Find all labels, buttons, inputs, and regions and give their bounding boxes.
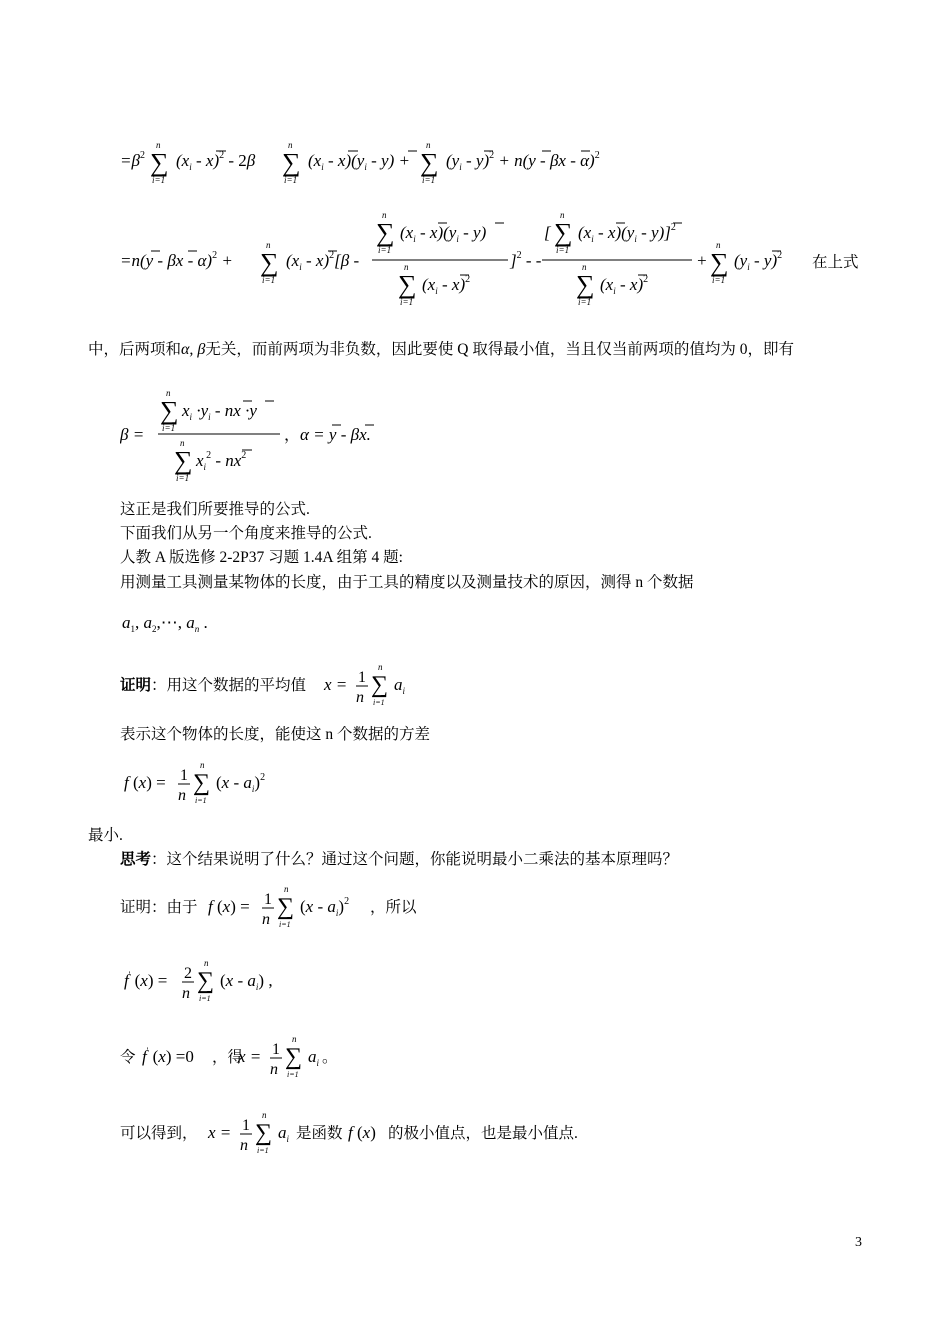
svg-text:ai: $a_i$ [394,675,406,696]
de-label: ，得 [212,1049,244,1066]
svg-text:ai: $a_i$ [308,1047,320,1068]
svg-text:∑: ∑ [420,148,439,177]
svg-text:(x - ai)2: $(x - a_i)^2$ [300,896,350,918]
svg-text:xi ·yi - nx ·y: $x_i \cdot y_i$ - nx ·y [182,401,257,422]
mean-formula-svg [322,660,422,712]
svg-text:i=1: i=1 [422,175,436,185]
svg-text:1: 1 [358,669,366,686]
svg-text:∑: ∑ [260,248,279,277]
let-label: 令 [120,1049,136,1066]
svg-text:n: n [200,760,205,770]
svg-text:+: + [696,251,708,270]
svg-text:f (x) =: f (x) = [208,897,250,916]
mean-formula [322,660,422,717]
svg-text:，: ， [284,427,301,444]
can-get-label: 可以得到， [120,1125,198,1142]
paragraph-unrelated [88,340,794,360]
svg-text:[: [ [544,223,551,242]
svg-text:(yi - y)2 + n(y - βx - α)2: $(y_i - y)^2 + n(y - \beta x - \alpha)^2$ [446,150,600,172]
let-mean-formula [236,1032,336,1089]
alpha-beta-symbol: α, β [181,341,206,358]
svg-text:n: n [560,210,565,220]
svg-text:(yi - y)2: $(y_i - y)^2$ [734,250,783,272]
derivative-formula [120,956,320,1013]
variance-formula-svg [120,758,300,810]
text-represent: 表示这个物体的长度，能使这 n 个数据的方差 [120,726,431,743]
svg-text:i=1: i=1 [279,920,291,929]
svg-text:i=1: i=1 [162,423,176,433]
svg-text:1: 1 [264,891,272,908]
svg-text:n: n [382,210,387,220]
derivative-formula-svg [120,956,320,1008]
text-exercise-ref: 人教 A 版选修 2-2P37 习题 1.4A 组第 4 题: [120,549,403,566]
svg-text:n: n [204,958,209,968]
svg-text:n: n [716,240,721,250]
svg-text:∑: ∑ [193,770,211,796]
svg-text:n: n [266,240,271,250]
min-point-label: 的极小值点，也是最小值点. [388,1125,578,1142]
equation-1-svg [120,138,680,188]
svg-text:=n(y - βx - α)2 +: =n(y - βx - α)$^2$ + [120,250,233,270]
svg-text:∑: ∑ [277,894,295,920]
svg-text:x =: x = [324,675,348,694]
svg-text:∑: ∑ [576,270,595,299]
svg-text:]2 - -: ]$^2$ - - [510,250,542,270]
svg-text:(xi - x)2: $(x_i - x)^2$ [600,274,649,296]
svg-text:n: n [262,1110,267,1120]
text-unrelated: 无关，而前两项为非负数，因此要使 Q 取得最小值，当且仅当前两项的值均为 0，即有 [205,341,794,358]
svg-text:∑: ∑ [150,148,169,177]
svg-text:∑: ∑ [197,968,215,994]
variance-formula [120,758,300,815]
page-number: 3 [855,1235,862,1250]
svg-text:i=1: i=1 [257,1146,269,1155]
proof-text: ：用这个数据的平均值 [151,677,307,694]
text-formula-note-1: 这正是我们所要推导的公式. [120,501,310,518]
svg-text:∑: ∑ [282,148,301,177]
equation-line-2 [120,208,810,318]
svg-text:i=1: i=1 [199,994,211,1003]
svg-text:ai: $a_i$ [278,1123,290,1144]
svg-text:f' (x) =: f' (x) = [124,970,168,990]
svg-text:(xi - x)(yi - y)]2: $(x_i - x)(y_i - y)]^2$ [578,222,676,244]
svg-text:(x - ai)2: $(x - a_i)^2$ [216,772,266,794]
svg-text:n: n [240,1137,248,1154]
proof-label: 证明 [120,677,152,694]
svg-text:n: n [356,689,364,706]
svg-text:β =: β = [120,425,145,444]
svg-text:1: 1 [242,1117,250,1134]
proof2-formula [204,882,379,939]
svg-text:f (x) =: f (x) = [124,773,166,792]
svg-text:α = y - βx.: α = y - βx. [300,425,371,444]
svg-text:n: n [292,1034,297,1044]
svg-text:(xi - x)(yi - y): $(x_i - x)(y_i - y)$ [400,223,487,244]
svg-text:(xi - x)2 - 2β: $(x_i - x)^2 - 2\beta$ [176,150,256,172]
proof2-formula-svg [204,882,379,934]
svg-text:n: n [156,140,161,150]
svg-text:i=1: i=1 [152,175,166,185]
think-text: ：这个结果说明了什么？通过这个问题，你能说明最小二乘法的基本原理吗？ [151,851,679,868]
svg-text:i=1: i=1 [400,297,414,307]
svg-text:n: n [262,911,270,928]
paragraph-proof [120,676,306,696]
beta-formula [120,386,420,490]
let-mean-formula-svg [236,1032,336,1084]
svg-text:n: n [404,262,409,272]
svg-text:n: n [182,985,190,1002]
svg-text:i=1: i=1 [195,796,207,805]
svg-text:(xi - x)(yi - y) +: $(x_i - x)(y_i - y)$ + [308,151,410,172]
svg-text:2: 2 [184,965,192,982]
svg-text:∑: ∑ [160,396,179,425]
data-sequence-svg [120,608,240,638]
text-formula-note-2: 下面我们从另一个角度来推导的公式. [120,525,372,542]
svg-text:∑: ∑ [174,446,193,475]
svg-text:i=1: i=1 [262,275,276,285]
text-zhong: 中，后两项和 [88,341,182,358]
think-label: 思考 [120,851,152,868]
svg-text:(x - ai) ,: $(x - a_i)$ , [220,971,273,992]
text-problem: 用测量工具测量某物体的长度，由于工具的精度以及测量技术的原因，测得 n 个数据 [120,574,694,591]
svg-text:xi2 - nx2: $x_i^2 - nx^2$ [196,450,247,472]
svg-text:x =: x = [238,1047,262,1066]
svg-text:i=1: i=1 [712,275,726,285]
svg-text:n: n [426,140,431,150]
svg-text:n: n [180,438,185,448]
svg-text:(xi - x)2[β -: $(x_i - x)^2[\beta$ - [286,250,360,272]
svg-text:n: n [270,1061,278,1078]
proof2-suffix: ，所以 [370,899,417,916]
proof2-prefix: 证明：由于 [120,899,198,916]
svg-text:n: n [166,388,171,398]
svg-text:i=1: i=1 [556,245,570,255]
svg-text:∑: ∑ [255,1120,273,1146]
svg-text:n: n [178,787,186,804]
svg-text:i=1: i=1 [378,245,392,255]
svg-text:∑: ∑ [285,1044,303,1070]
svg-text:∑: ∑ [371,672,389,698]
equation-line-1 [120,138,680,188]
svg-text:i=1: i=1 [373,698,385,707]
svg-text:∑: ∑ [554,218,573,247]
text-min: 最小. [88,827,123,844]
svg-text:i=1: i=1 [176,473,190,483]
svg-text:∑: ∑ [376,218,395,247]
svg-text:i=1: i=1 [578,297,592,307]
svg-text:x =: x = [208,1123,232,1142]
beta-formula-svg [120,386,420,490]
result-mean-formula-svg [206,1108,306,1160]
svg-text:f (x): f (x) [348,1123,376,1142]
svg-text:=β2: $=\beta^2$ [120,150,145,170]
svg-text:i=1: i=1 [287,1070,299,1079]
equation-2-svg [120,208,810,318]
period-cn: 。 [322,1049,338,1066]
data-sequence [120,608,240,643]
text-right-label: 在上式 [812,254,859,271]
svg-text:1: 1 [180,767,188,784]
svg-text:n: n [284,884,289,894]
svg-text:∑: ∑ [398,270,417,299]
is-func-label: 是函数 [296,1125,343,1142]
svg-text:a1, a2,⋯, an .: $a_1$, $a_2,\cdots$, $a_n$ . [122,613,208,634]
fx-inline [346,1108,390,1165]
svg-text:f' (x) =0: f' (x) =0 [142,1046,194,1066]
svg-text:n: n [378,662,383,672]
svg-text:i=1: i=1 [284,175,298,185]
svg-text:(xi - x)2: $(x_i - x)^2$ [422,274,471,296]
svg-text:n: n [288,140,293,150]
svg-text:n: n [582,262,587,272]
svg-text:∑: ∑ [710,248,729,277]
svg-text:1: 1 [272,1041,280,1058]
result-mean-formula [206,1108,306,1165]
paragraph-think [120,850,678,870]
fx-inline-svg [346,1108,390,1160]
